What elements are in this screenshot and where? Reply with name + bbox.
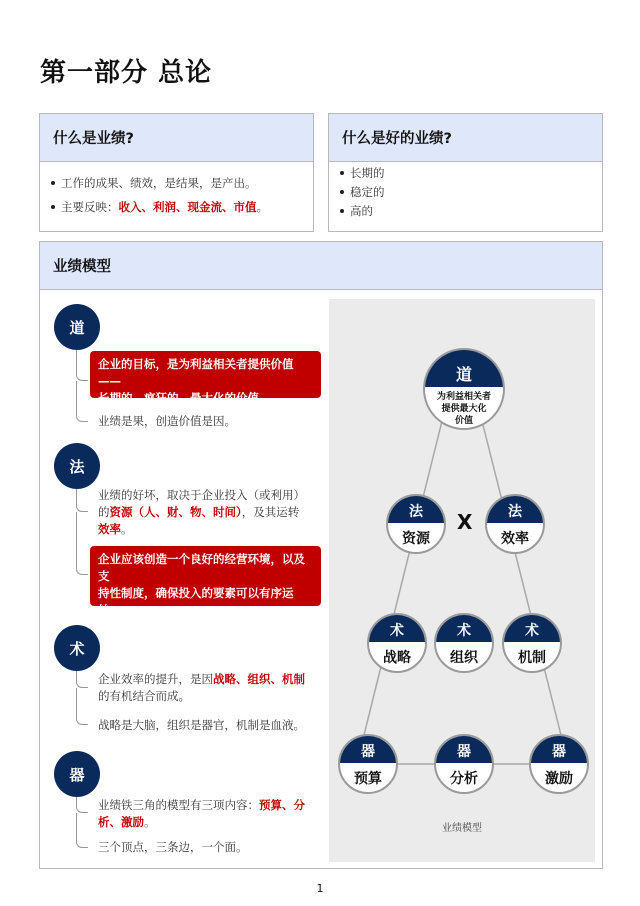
dao-text: 业绩是果，创造价值是因。 xyxy=(98,414,236,428)
fa-text-resources: 资源（人、财、物、时间） xyxy=(109,505,242,519)
shu-text-pre: 企业效率的提升，是因 xyxy=(98,672,213,686)
qi-circle: 器 xyxy=(54,751,100,797)
fa-red-line-3: 高效使用。 xyxy=(98,620,156,634)
page-title: 第一部分 总论 xyxy=(40,58,213,88)
fa-text-line-2 xyxy=(98,504,318,521)
diagram-qi-budget-node xyxy=(338,734,398,794)
fa-red-line-2: 持性制度，确保投入的要素可以有序运转， xyxy=(98,586,294,617)
good-item-high: 高的 xyxy=(340,203,373,219)
dao-connector-2 xyxy=(76,381,88,422)
qi-text-2: 三个顶点，三条边，一个面。 xyxy=(98,840,248,854)
performance-definition-box xyxy=(39,113,314,232)
shu-text-1 xyxy=(98,671,318,705)
page-number: 1 xyxy=(316,882,324,895)
qi-text-pre: 业绩铁三角的模型有三项内容： xyxy=(98,798,259,812)
dao-red-line-1: 企业的目标，是为利益相关者提供价值—— xyxy=(98,357,294,388)
diagram-qi-incentive-head: 器 xyxy=(531,736,587,763)
shu-connector-1 xyxy=(76,671,88,688)
diagram-shu-mechanism-node xyxy=(502,613,562,673)
fa-red-box xyxy=(90,546,321,634)
qi-text-line-1 xyxy=(98,797,318,814)
fa-text-end: 。 xyxy=(121,522,133,536)
dao-red-line-2: 长期的、疯狂的、最大化的价值。 xyxy=(98,391,271,405)
qi-text-highlight-2: 析、激励 xyxy=(98,815,144,829)
diagram-qi-analysis-head: 器 xyxy=(436,736,492,763)
diagram-dao-line-1: 为利益相关者 xyxy=(436,392,491,403)
diagram-qi-budget-head: 器 xyxy=(340,736,396,763)
fa-text-line-3 xyxy=(98,521,318,538)
reflection-prefix: 主要反映： xyxy=(61,200,119,214)
diagram-shu-mechanism-head: 术 xyxy=(504,615,560,642)
diagram-fa-resources-node xyxy=(386,494,446,554)
qi-connector-2 xyxy=(76,813,88,848)
fa-circle: 法 xyxy=(54,443,100,489)
right-edge xyxy=(481,417,562,739)
diagram-x-mark: X xyxy=(457,510,473,534)
fa-text-pre: 的 xyxy=(98,505,110,519)
good-item-stable: 稳定的 xyxy=(340,184,385,200)
qi-text-highlight-1: 预算、分 xyxy=(259,798,305,812)
fa-text-efficiency: 效率 xyxy=(98,522,121,536)
diagram-fa-efficiency-body: 效率 xyxy=(501,530,529,547)
performance-model-title: 业绩模型 xyxy=(40,242,602,290)
performance-definition-item: 工作的成果、绩效，是结果，是产出。 xyxy=(51,175,257,191)
good-performance-box xyxy=(328,113,603,232)
shu-text-highlight: 战略、组织、机制 xyxy=(213,672,305,686)
diagram-dao-node xyxy=(423,348,505,430)
diagram-dao-body xyxy=(425,387,503,428)
diagram-shu-strategy-node xyxy=(367,613,427,673)
diagram-shu-strategy-body: 战略 xyxy=(383,649,411,666)
fa-text-line-1: 业绩的好坏，取决于企业投入（或利用） xyxy=(98,488,305,502)
performance-definition-title: 什么是业绩? xyxy=(40,114,313,162)
fa-text-mid: ，及其运转 xyxy=(241,505,300,519)
reflection-suffix: 。 xyxy=(256,200,268,214)
diagram-fa-resources-head: 法 xyxy=(388,496,444,523)
diagram-fa-resources-body: 资源 xyxy=(402,530,430,547)
left-edge xyxy=(363,417,443,739)
qi-text-line-2 xyxy=(98,814,318,831)
performance-reflection-item xyxy=(51,199,268,215)
fa-connector-2 xyxy=(76,512,88,575)
diagram-qi-analysis-node xyxy=(434,734,494,794)
shu-text-line-1 xyxy=(98,671,318,688)
diagram-qi-budget-body: 预算 xyxy=(354,770,382,787)
diagram-qi-incentive-body: 激励 xyxy=(545,770,573,787)
fa-text xyxy=(98,487,318,538)
diagram-shu-strategy-head: 术 xyxy=(369,615,425,642)
dao-red-box xyxy=(90,351,321,405)
shu-connector-2 xyxy=(76,688,88,725)
good-performance-title: 什么是好的业绩? xyxy=(329,114,602,162)
model-diagram xyxy=(329,299,595,862)
fa-red-line-1: 企业应该创造一个良好的经营环境，以及支 xyxy=(98,552,305,583)
shu-circle: 术 xyxy=(54,625,100,671)
diagram-dao-head: 道 xyxy=(425,350,503,387)
dao-connector-1 xyxy=(76,350,88,381)
shu-text-line-2: 的有机结合而成。 xyxy=(98,689,190,703)
diagram-shu-mechanism-body: 机制 xyxy=(518,649,546,666)
qi-connector-1 xyxy=(76,797,88,813)
diagram-fa-efficiency-head: 法 xyxy=(487,496,543,523)
diagram-shu-organization-head: 术 xyxy=(436,615,492,642)
qi-text-1 xyxy=(98,797,318,831)
diagram-shu-organization-body: 组织 xyxy=(450,649,478,666)
qi-text-end: 。 xyxy=(144,815,156,829)
diagram-fa-efficiency-node xyxy=(485,494,545,554)
shu-text-2: 战略是大脑，组织是器官，机制是血液。 xyxy=(98,718,305,732)
diagram-qi-analysis-body: 分析 xyxy=(450,770,478,787)
diagram-qi-incentive-node xyxy=(529,734,589,794)
dao-circle: 道 xyxy=(54,304,100,350)
diagram-dao-line-2: 提供最大化 xyxy=(441,404,487,415)
fa-connector-1 xyxy=(76,489,88,512)
reflection-highlight: 收入、利润、现金流、市值 xyxy=(118,200,257,214)
diagram-dao-line-3: 价值 xyxy=(454,416,473,427)
diagram-caption: 业绩模型 xyxy=(442,823,482,834)
diagram-shu-organization-node xyxy=(434,613,494,673)
good-item-long-term: 长期的 xyxy=(340,165,385,181)
